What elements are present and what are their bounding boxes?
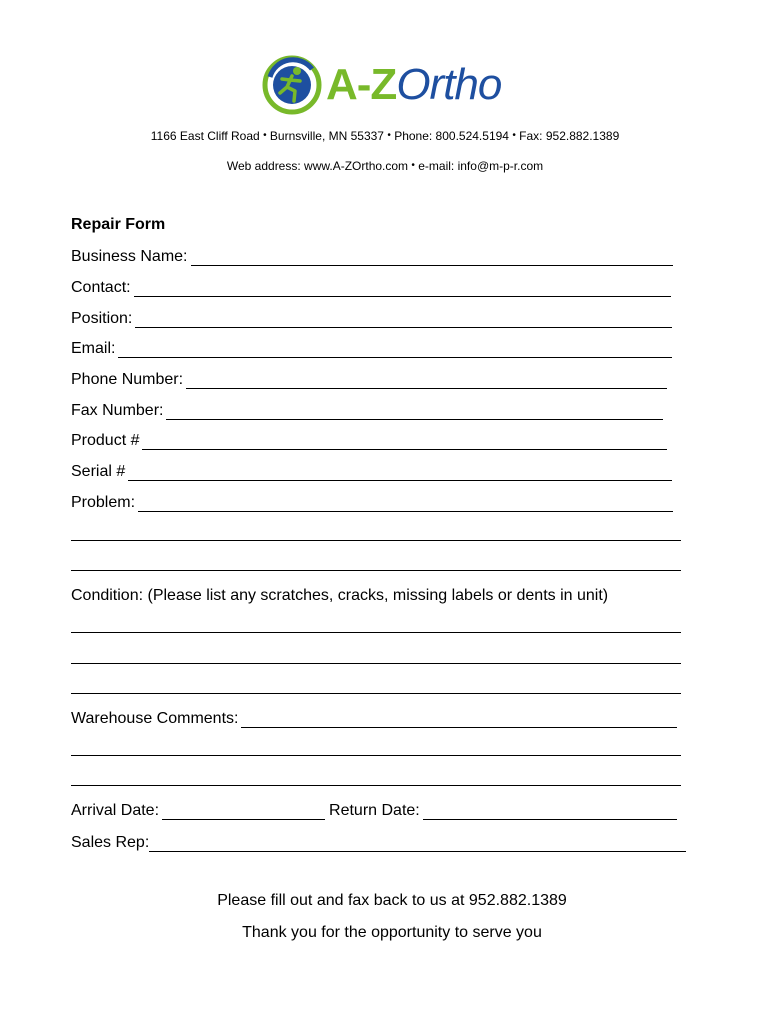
arrival-date-label: Arrival Date: bbox=[71, 802, 160, 819]
problem-line-2[interactable] bbox=[71, 540, 681, 541]
email-row bbox=[71, 338, 672, 358]
problem-field[interactable] bbox=[138, 495, 673, 512]
return-date-field[interactable] bbox=[423, 803, 677, 820]
runner-circle-logo-icon bbox=[262, 55, 322, 115]
warehouse-line-3[interactable] bbox=[71, 785, 681, 786]
phone-field[interactable] bbox=[186, 372, 667, 389]
form-title: Repair Form bbox=[71, 216, 166, 233]
condition-line-2[interactable] bbox=[71, 663, 681, 664]
email-address: e-mail: info@m-p-r.com bbox=[418, 159, 544, 173]
arrival-date-field[interactable] bbox=[162, 803, 325, 820]
separator-dot: • bbox=[512, 130, 516, 141]
warehouse-row bbox=[71, 708, 677, 728]
problem-line-3[interactable] bbox=[71, 570, 681, 571]
contact-label: Contact: bbox=[71, 279, 131, 296]
business-name-field[interactable] bbox=[191, 249, 673, 266]
condition-label: Condition: (Please list any scratches, cracks, missing labels or dents in unit) bbox=[71, 587, 609, 604]
logo-text-ortho: Ortho bbox=[396, 60, 502, 109]
address-fax: Fax: 952.882.1389 bbox=[519, 129, 620, 143]
sales-rep-label: Sales Rep: bbox=[71, 834, 150, 851]
business-name-row bbox=[71, 246, 673, 266]
phone-row bbox=[71, 369, 667, 389]
fax-field[interactable] bbox=[166, 403, 663, 420]
web-line bbox=[0, 159, 770, 173]
condition-line-3[interactable] bbox=[71, 693, 681, 694]
fax-instructions: Please fill out and fax back to us at 952.882.1389 bbox=[217, 892, 567, 909]
serial-field[interactable] bbox=[128, 464, 672, 481]
business-name-label: Business Name: bbox=[71, 248, 188, 265]
warehouse-field[interactable] bbox=[241, 711, 677, 728]
warehouse-label: Warehouse Comments: bbox=[71, 710, 239, 727]
serial-row bbox=[71, 461, 672, 481]
dates-row bbox=[71, 800, 677, 820]
thank-you-text: Thank you for the opportunity to serve you bbox=[242, 924, 542, 941]
address-phone: Phone: 800.524.5194 bbox=[394, 129, 509, 143]
separator-dot: • bbox=[411, 160, 415, 171]
email-label: Email: bbox=[71, 340, 116, 357]
contact-field[interactable] bbox=[134, 280, 671, 297]
problem-label: Problem: bbox=[71, 494, 136, 511]
separator-dot: • bbox=[263, 130, 267, 141]
address-line bbox=[0, 129, 770, 143]
fax-row bbox=[71, 400, 663, 420]
separator-dot: • bbox=[387, 130, 391, 141]
sales-rep-row bbox=[71, 832, 686, 852]
email-field[interactable] bbox=[118, 341, 672, 358]
condition-line-1[interactable] bbox=[71, 632, 681, 633]
position-row bbox=[71, 308, 672, 328]
position-label: Position: bbox=[71, 310, 133, 327]
position-field[interactable] bbox=[135, 311, 672, 328]
return-date-label: Return Date: bbox=[329, 802, 420, 819]
logo-text-az: A-Z bbox=[326, 60, 397, 109]
condition-row bbox=[71, 585, 608, 605]
sales-rep-field[interactable] bbox=[149, 835, 686, 852]
address-city: Burnsville, MN 55337 bbox=[269, 129, 384, 143]
warehouse-line-2[interactable] bbox=[71, 755, 681, 756]
contact-row bbox=[71, 277, 671, 297]
serial-label: Serial # bbox=[71, 463, 126, 480]
address-street: 1166 East Cliff Road bbox=[150, 129, 260, 143]
fax-label: Fax Number: bbox=[71, 402, 164, 419]
problem-row bbox=[71, 492, 673, 512]
web-address: Web address: www.A-ZOrtho.com bbox=[226, 159, 409, 173]
product-field[interactable] bbox=[142, 433, 667, 450]
product-row bbox=[71, 430, 667, 450]
product-label: Product # bbox=[71, 432, 140, 449]
company-logo bbox=[262, 54, 501, 116]
phone-label: Phone Number: bbox=[71, 371, 184, 388]
